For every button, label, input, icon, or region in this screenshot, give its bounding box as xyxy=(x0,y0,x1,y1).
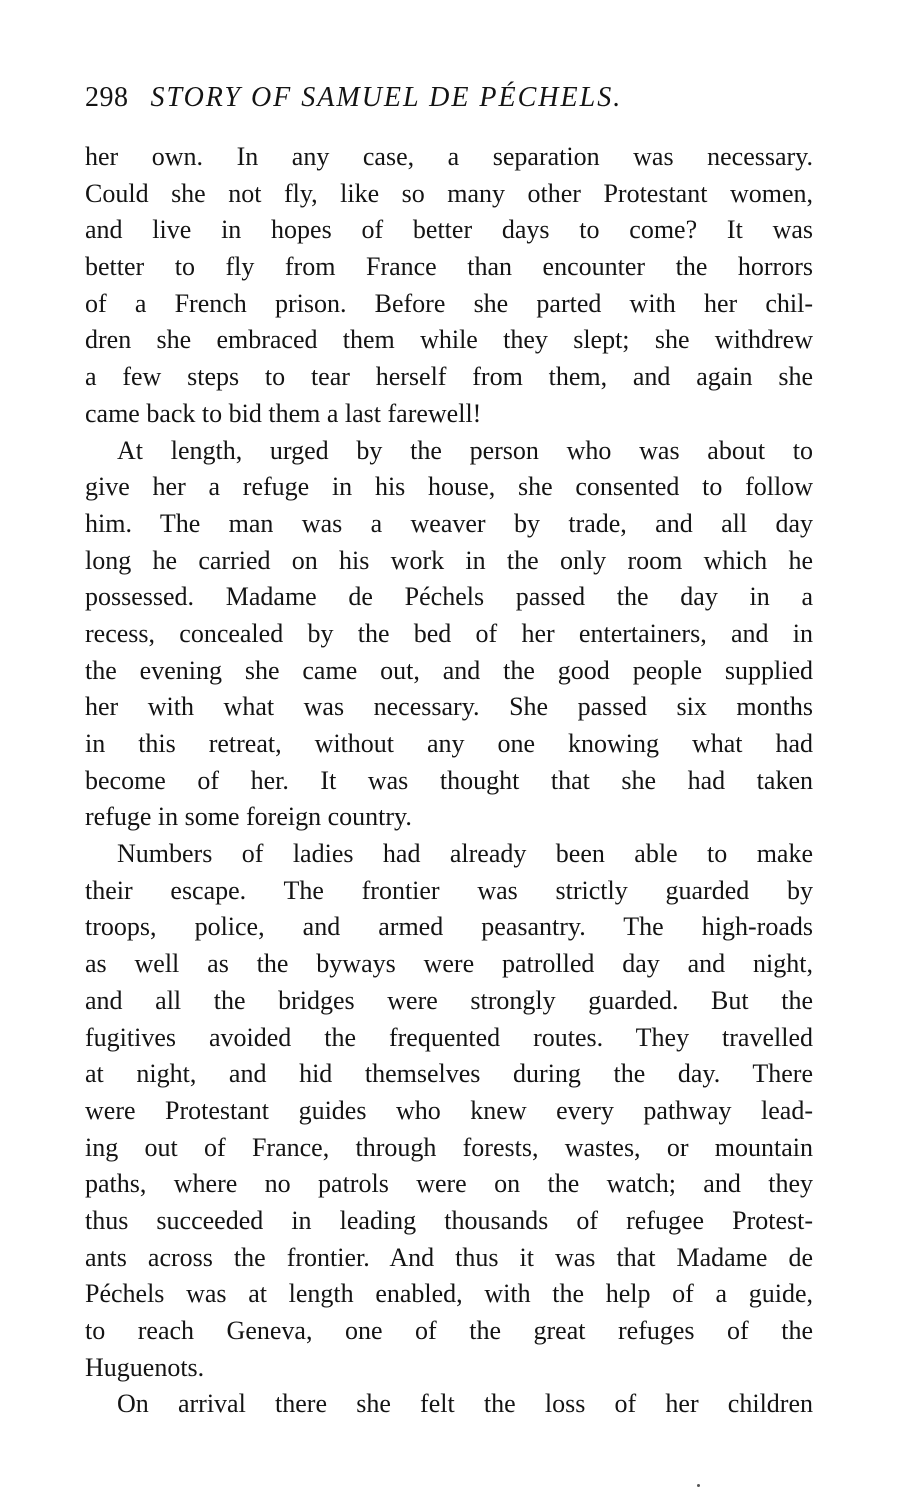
text-line: were Protestant guides who knew every pathway lead- xyxy=(85,1095,813,1125)
text-line: ing out of France, through forests, wastes, or mountain xyxy=(85,1132,813,1162)
text-line: On arrival there she felt the loss of her children xyxy=(117,1389,813,1419)
text-line: Numbers of ladies had already been able to make xyxy=(117,839,813,869)
text-line: to reach Geneva, one of the great refuges of the xyxy=(85,1316,813,1345)
text-line: Could she not fly, like so many other Protestant women, xyxy=(85,178,813,208)
text-line: dren she embraced them while they slept; she withdrew xyxy=(85,325,813,355)
text-line: in this retreat, without any one knowing what had xyxy=(85,729,813,758)
text-line: become of her. It was thought that she had taken xyxy=(85,765,813,795)
text-line: and live in hopes of better days to come? It was xyxy=(85,215,813,245)
paper-speck xyxy=(697,1484,700,1487)
text-line: long he carried on his work in the only room which he xyxy=(85,545,813,575)
text-line: of a French prison. Before she parted with her chil- xyxy=(85,288,813,318)
text-line: the evening she came out, and the good people supplied xyxy=(85,655,813,685)
text-line: Huguenots. xyxy=(85,1352,205,1382)
text-line: thus succeeded in leading thousands of refugee Protest- xyxy=(85,1205,813,1235)
body-text xyxy=(85,139,813,1423)
text-line: At length, urged by the person who was about to xyxy=(117,435,813,465)
running-title: STORY OF SAMUEL DE PÉCHELS. xyxy=(150,82,623,113)
text-line: their escape. The frontier was strictly guarded by xyxy=(85,875,813,905)
text-line: at night, and hid themselves during the day. There xyxy=(85,1059,813,1089)
text-line: and all the bridges were strongly guarded. But the xyxy=(85,985,813,1015)
text-line: refuge in some foreign country. xyxy=(85,802,412,832)
text-line: him. The man was a weaver by trade, and all day xyxy=(85,508,813,538)
text-line: her with what was necessary. She passed six months xyxy=(85,692,813,722)
text-line: give her a refuge in his house, she consented to follow xyxy=(85,472,813,502)
text-line: her own. In any case, a separation was necessary. xyxy=(85,142,813,171)
text-line: paths, where no patrols were on the watch; and they xyxy=(85,1169,813,1199)
text-line: troops, police, and armed peasantry. The high-roads xyxy=(85,912,813,942)
text-line: ants across the frontier. And thus it was that Madame de xyxy=(85,1242,813,1272)
text-line: Péchels was at length enabled, with the help of a guide, xyxy=(85,1279,813,1309)
text-line: came back to bid them a last farewell! xyxy=(85,398,482,428)
running-head xyxy=(85,78,825,118)
text-line: fugitives avoided the frequented routes. They travelled xyxy=(85,1022,813,1052)
text-line: recess, concealed by the bed of her entertainers, and in xyxy=(85,618,813,648)
text-line: better to fly from France than encounter the horrors xyxy=(85,252,813,282)
page-number: 298 xyxy=(85,82,129,113)
text-line: possessed. Madame de Péchels passed the day in a xyxy=(85,582,813,612)
text-line: as well as the byways were patrolled day and night, xyxy=(85,949,813,979)
text-line: a few steps to tear herself from them, and again she xyxy=(85,362,813,392)
